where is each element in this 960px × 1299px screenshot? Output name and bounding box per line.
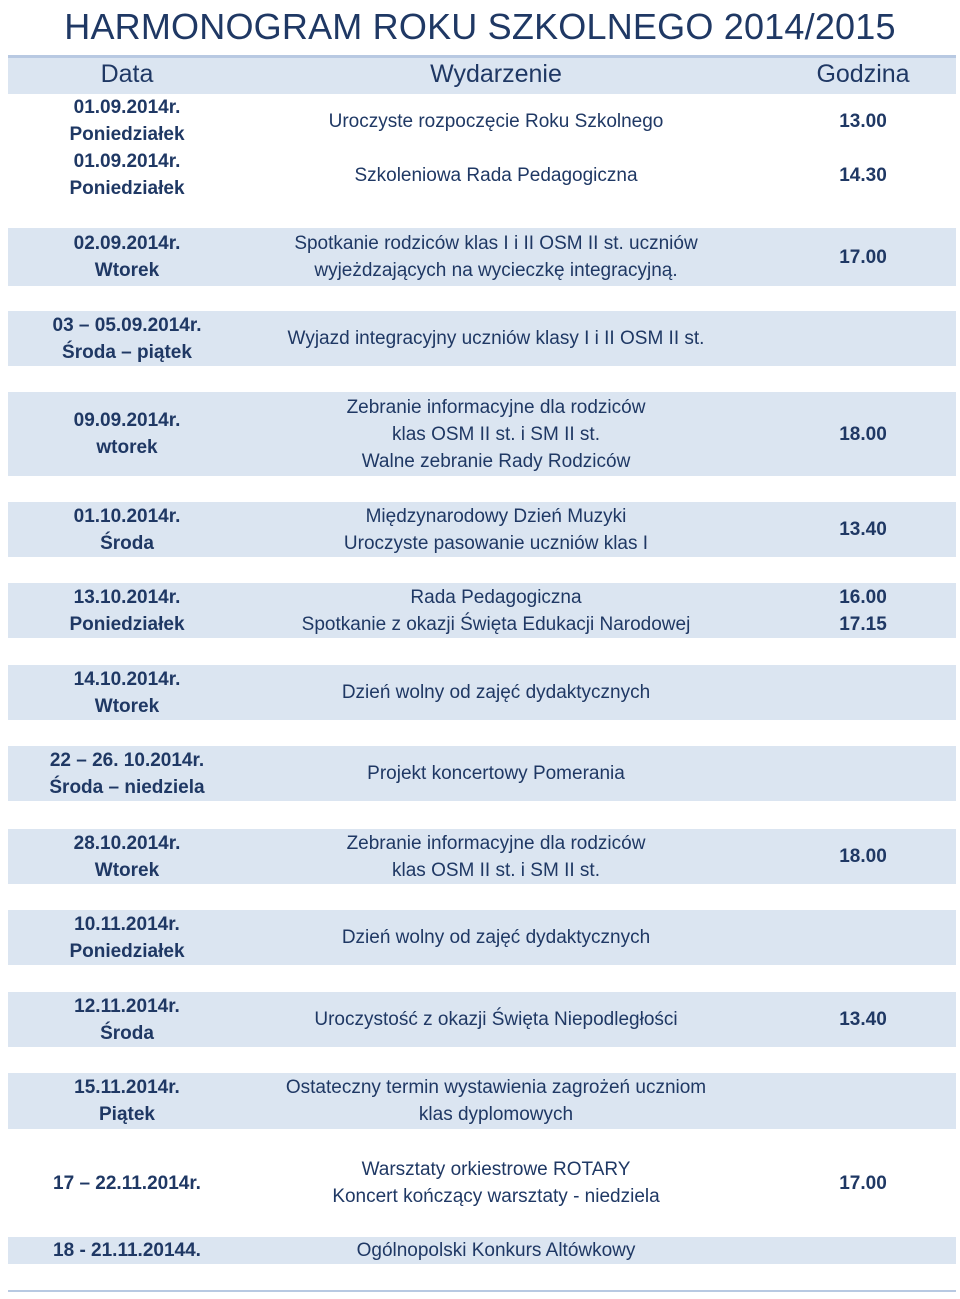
event-cell-line: Walne zebranie Rady Rodziców — [361, 450, 631, 472]
time-cell — [778, 665, 948, 720]
event-cell — [246, 829, 746, 884]
table-row — [8, 148, 956, 202]
date-cell — [8, 910, 246, 965]
table-row — [8, 665, 956, 720]
bottom-divider — [8, 1290, 956, 1292]
event-cell-line: klas dyplomowych — [418, 1104, 574, 1125]
date-cell — [8, 502, 246, 557]
date-cell-line: wtorek — [96, 437, 158, 458]
table-row — [8, 502, 956, 557]
time-cell — [778, 94, 948, 148]
event-cell-line: Zebranie informacyjne dla rodziców — [346, 832, 646, 854]
event-cell-line: klas OSM II st. i SM II st. — [392, 859, 600, 881]
table-row — [8, 94, 956, 148]
time-cell — [778, 992, 948, 1047]
date-cell-line: 09.09.2014r. — [73, 410, 181, 431]
date-cell-line: Poniedziałek — [69, 940, 185, 962]
event-cell — [246, 392, 746, 476]
date-cell-line: 03 – 05.09.2014r. — [52, 314, 202, 336]
time-cell — [778, 910, 948, 965]
date-cell — [8, 583, 246, 638]
header-date: Data — [100, 60, 154, 88]
table-row — [8, 992, 956, 1047]
table-row — [8, 311, 956, 366]
table-row — [8, 228, 956, 286]
date-cell-line: Poniedziałek — [69, 124, 185, 145]
date-cell-line: Środa – piątek — [62, 341, 192, 363]
time-cell-line: 17.00 — [839, 1172, 887, 1194]
time-cell-line: 16.00 — [839, 586, 887, 608]
event-cell-line: Spotkanie z okazji Święta Edukacji Narodowej — [301, 613, 691, 635]
time-cell-line: 14.30 — [839, 164, 887, 186]
date-cell-line: Piątek — [99, 1104, 155, 1125]
table-row — [8, 392, 956, 476]
event-cell — [246, 583, 746, 638]
event-cell-line: Dzień wolny od zajęć dydaktycznych — [341, 927, 651, 948]
header-time: Godzina — [816, 60, 910, 88]
event-cell-line: wyjeżdzających na wycieczkę integracyjną. — [314, 260, 678, 281]
event-cell — [246, 1073, 746, 1129]
time-cell — [778, 1237, 948, 1264]
time-cell-line: 13.40 — [839, 519, 887, 540]
time-cell — [778, 1155, 948, 1211]
event-cell-line: Uroczyste rozpoczęcie Roku Szkolnego — [328, 110, 664, 132]
time-cell — [778, 829, 948, 884]
time-cell-line: 17.15 — [839, 613, 887, 635]
event-cell-line: Uroczyste pasowanie uczniów klas I — [343, 532, 649, 554]
table-row — [8, 1155, 956, 1211]
event-cell — [246, 992, 746, 1047]
time-cell — [778, 502, 948, 557]
time-cell — [778, 228, 948, 286]
table-row — [8, 583, 956, 638]
event-cell — [246, 94, 746, 148]
date-cell-line: Poniedziałek — [69, 178, 185, 199]
date-cell — [8, 311, 246, 366]
event-cell-line: Wyjazd integracyjny uczniów klasy I i II OSM II st. — [287, 328, 705, 349]
time-cell-line: 13.40 — [839, 1009, 887, 1030]
date-cell — [8, 1237, 246, 1264]
date-cell — [8, 148, 246, 202]
table-row — [8, 746, 956, 801]
date-cell — [8, 829, 246, 884]
event-cell-line: Rada Pedagogiczna — [410, 586, 582, 608]
event-cell-line: Międzynarodowy Dzień Muzyki — [365, 505, 627, 527]
time-cell — [778, 311, 948, 366]
event-cell-line: Dzień wolny od zajęć dydaktycznych — [341, 682, 651, 703]
event-cell-line: Ostateczny termin wystawienia zagrożeń uczniom — [285, 1077, 707, 1098]
table-row — [8, 829, 956, 884]
date-cell — [8, 665, 246, 720]
time-cell — [778, 1073, 948, 1129]
table-row — [8, 1237, 956, 1264]
event-cell-line: Szkoleniowa Rada Pedagogiczna — [354, 164, 638, 186]
date-cell — [8, 94, 246, 148]
date-cell-line: Wtorek — [94, 695, 160, 717]
date-cell-line: Środa — [100, 532, 154, 554]
date-cell-line: 14.10.2014r. — [73, 668, 181, 690]
event-cell — [246, 228, 746, 286]
date-cell — [8, 228, 246, 286]
date-cell-line: Poniedziałek — [69, 613, 185, 635]
date-cell-line: 18 - 21.11.20144. — [53, 1240, 201, 1261]
date-cell-line: 02.09.2014r. — [73, 233, 181, 254]
event-cell — [246, 746, 746, 801]
date-cell-line: 01.10.2014r. — [73, 505, 181, 527]
date-cell-line: Środa — [100, 1022, 154, 1044]
time-cell-line: 18.00 — [839, 846, 887, 867]
date-cell-line: 17 – 22.11.2014r. — [53, 1172, 201, 1194]
time-cell-line: 17.00 — [839, 246, 887, 268]
date-cell-line: 22 – 26. 10.2014r. — [49, 749, 205, 771]
date-cell-line: Środa – niedziela — [49, 776, 205, 798]
event-cell-line: Projekt koncertowy Pomerania — [367, 763, 625, 784]
date-cell-line: 12.11.2014r. — [74, 995, 180, 1017]
time-cell-line: 18.00 — [839, 423, 887, 445]
table-header — [8, 58, 956, 94]
time-cell — [778, 746, 948, 801]
date-cell — [8, 392, 246, 476]
event-cell-line: klas OSM II st. i SM II st. — [392, 423, 600, 445]
event-cell — [246, 148, 746, 202]
date-cell-line: 01.09.2014r. — [73, 151, 181, 172]
event-cell-line: Warsztaty orkiestrowe ROTARY — [361, 1159, 631, 1180]
event-cell — [246, 502, 746, 557]
event-cell — [246, 1237, 746, 1264]
date-cell — [8, 992, 246, 1047]
date-cell-line: 01.09.2014r. — [73, 97, 181, 118]
event-cell — [246, 311, 746, 366]
page-title: HARMONOGRAM ROKU SZKOLNEGO 2014/2015 — [64, 6, 896, 47]
header-event: Wydarzenie — [430, 60, 562, 88]
table-row — [8, 1073, 956, 1129]
event-cell-line: Ogólnopolski Konkurs Altówkowy — [356, 1240, 636, 1261]
date-cell — [8, 1073, 246, 1129]
date-cell — [8, 746, 246, 801]
time-cell-line: 13.00 — [839, 110, 887, 132]
table-row — [8, 910, 956, 965]
date-cell-line: Wtorek — [94, 260, 160, 281]
time-cell — [778, 392, 948, 476]
event-cell — [246, 1155, 746, 1211]
event-cell-line: Koncert kończący warsztaty - niedziela — [332, 1186, 660, 1207]
time-cell — [778, 583, 948, 638]
event-cell-line: Zebranie informacyjne dla rodziców — [346, 396, 646, 418]
date-cell-line: 15.11.2014r. — [74, 1077, 180, 1098]
date-cell-line: Wtorek — [94, 859, 160, 881]
time-cell — [778, 148, 948, 202]
date-cell-line: 10.11.2014r. — [74, 913, 180, 935]
event-cell — [246, 665, 746, 720]
event-cell-line: Spotkanie rodziców klas I i II OSM II st. uczniów — [294, 233, 698, 254]
event-cell-line: Uroczystość z okazji Święta Niepodległości — [314, 1009, 678, 1030]
date-cell-line: 13.10.2014r. — [73, 586, 181, 608]
event-cell — [246, 910, 746, 965]
date-cell-line: 28.10.2014r. — [73, 832, 181, 854]
date-cell — [8, 1155, 246, 1211]
